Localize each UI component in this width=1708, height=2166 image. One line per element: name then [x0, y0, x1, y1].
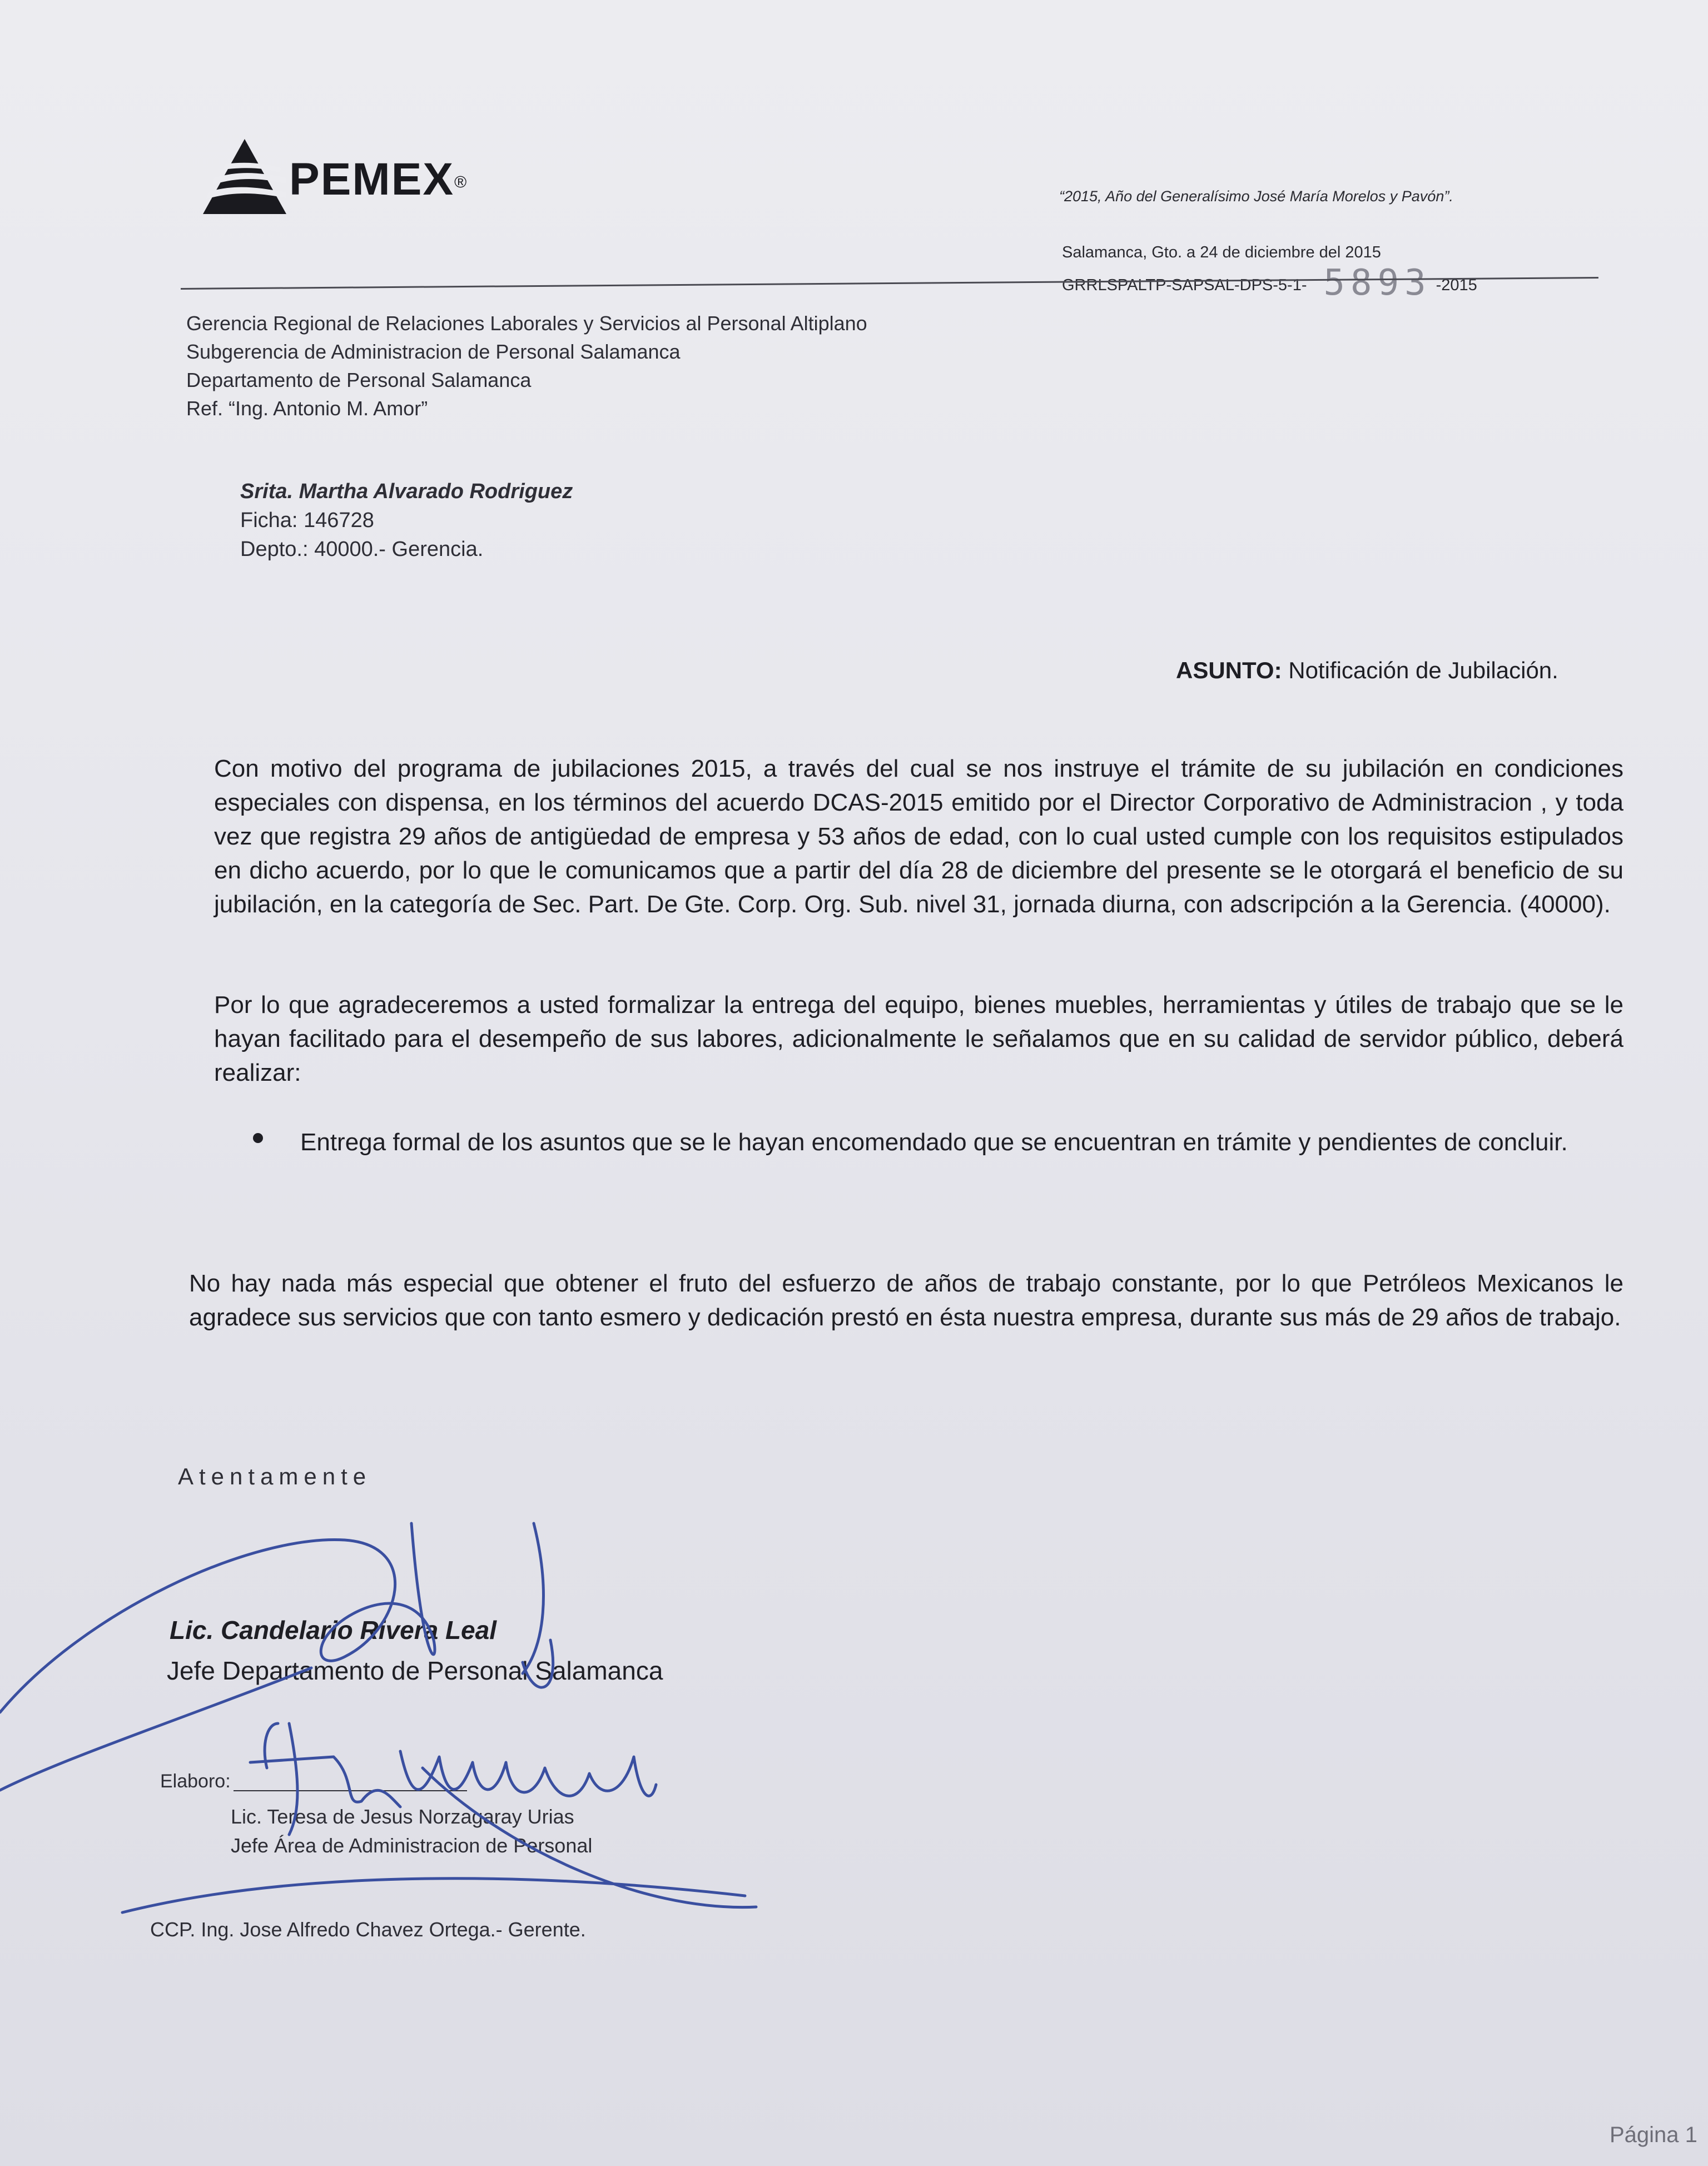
department-line-1: Gerencia Regional de Relaciones Laborales y Servicios al Personal Altiplano [186, 312, 867, 335]
reference-suffix: -2015 [1436, 276, 1477, 294]
subject-label: ASUNTO: [1176, 657, 1282, 683]
body-paragraph-3: No hay nada más especial que obtener el fruto del esfuerzo de años de trabajo constante, por lo que Petróleos Mexicanos le agradece sus servicios que con tanto esmero y dedicación prestó en ésta nuestra empresa, durante sus más de 29 años de trabajo. [189, 1270, 1623, 1331]
body-paragraph-2: Por lo que agradeceremos a usted formalizar la entrega del equipo, bienes muebles, herramientas y útiles de trabajo que se le hayan facilitado para el desempeño de sus labores, adicionalmente le señalamos que en su calidad de servidor público, deberá realizar: [214, 991, 1623, 1086]
header-dateline: Salamanca, Gto. a 24 de diciembre del 2015 [1062, 244, 1381, 261]
recipient-block [240, 477, 573, 564]
reference-number [1062, 262, 1477, 304]
subject-text: Notificación de Jubilación. [1282, 657, 1558, 683]
prepared-by-block [231, 1802, 592, 1860]
subject-line [1176, 657, 1558, 684]
reference-stamp-number: 5893 [1323, 262, 1432, 304]
bullet-item-1: Entrega formal de los asuntos que se le hayan encomendado que se encuentran en trámite y pendientes de concluir. [300, 1129, 1568, 1156]
pemex-wordmark [289, 154, 468, 205]
recipient-name: Srita. Martha Alvarado Rodriguez [240, 480, 573, 503]
prepared-by-label: Elaboro: [160, 1771, 231, 1792]
carbon-copy: CCP. Ing. Jose Alfredo Chavez Ortega.- Gerente. [150, 1918, 586, 1941]
department-line-3: Departamento de Personal Salamanca [186, 369, 532, 391]
prepared-by-underline [234, 1790, 467, 1791]
closing-salutation: Atentamente [178, 1463, 372, 1489]
reference-prefix: GRRLSPALTP-SAPSAL-DPS-5-1- [1062, 276, 1307, 294]
prepared-by-title: Jefe Área de Administracion de Personal [231, 1834, 593, 1857]
body-paragraph-1: Con motivo del programa de jubilaciones 2015, a través del cual se nos instruye el trámite de su jubilación en condiciones especiales con dispensa, en los términos del acuerdo DCAS-2015 emitido por el Director Corporativo de Administracion , y toda vez que registra 29 años de antigüedad de empresa y 53 años de edad, con lo cual usted cumple con los requisitos estipulados en dicho acuerdo, por lo que le comunicamos que a partir del día 28 de diciembre del presente se le otorgará el beneficio de su jubilación, en la categoría de Sec. Part. De Gte. Corp. Org. Sub. nivel 31, jornada diurna, con adscripción a la Gerencia. (40000). [214, 755, 1623, 918]
signatory-name: Lic. Candelario Rivera Leal [170, 1616, 497, 1645]
recipient-ficha: Ficha: 146728 [240, 509, 374, 532]
prepared-by-name: Lic. Teresa de Jesus Norzagaray Urias [231, 1805, 574, 1828]
department-block [186, 309, 867, 423]
header-motto: “2015, Año del Generalísimo José María Morelos y Pavón”. [1059, 188, 1453, 205]
pemex-logo-icon [203, 139, 286, 214]
department-line-4: Ref. “Ing. Antonio M. Amor” [186, 397, 428, 420]
registered-mark: ® [454, 173, 468, 192]
department-line-2: Subgerencia de Administracion de Personal Salamanca [186, 340, 681, 363]
bullet-icon [253, 1133, 263, 1143]
page-number: Página 1 [1610, 2123, 1697, 2147]
signatory-title: Jefe Departamento de Personal Salamanca [167, 1656, 663, 1685]
pemex-wordmark-text: PEMEX [289, 154, 455, 205]
recipient-depto: Depto.: 40000.- Gerencia. [240, 538, 484, 561]
